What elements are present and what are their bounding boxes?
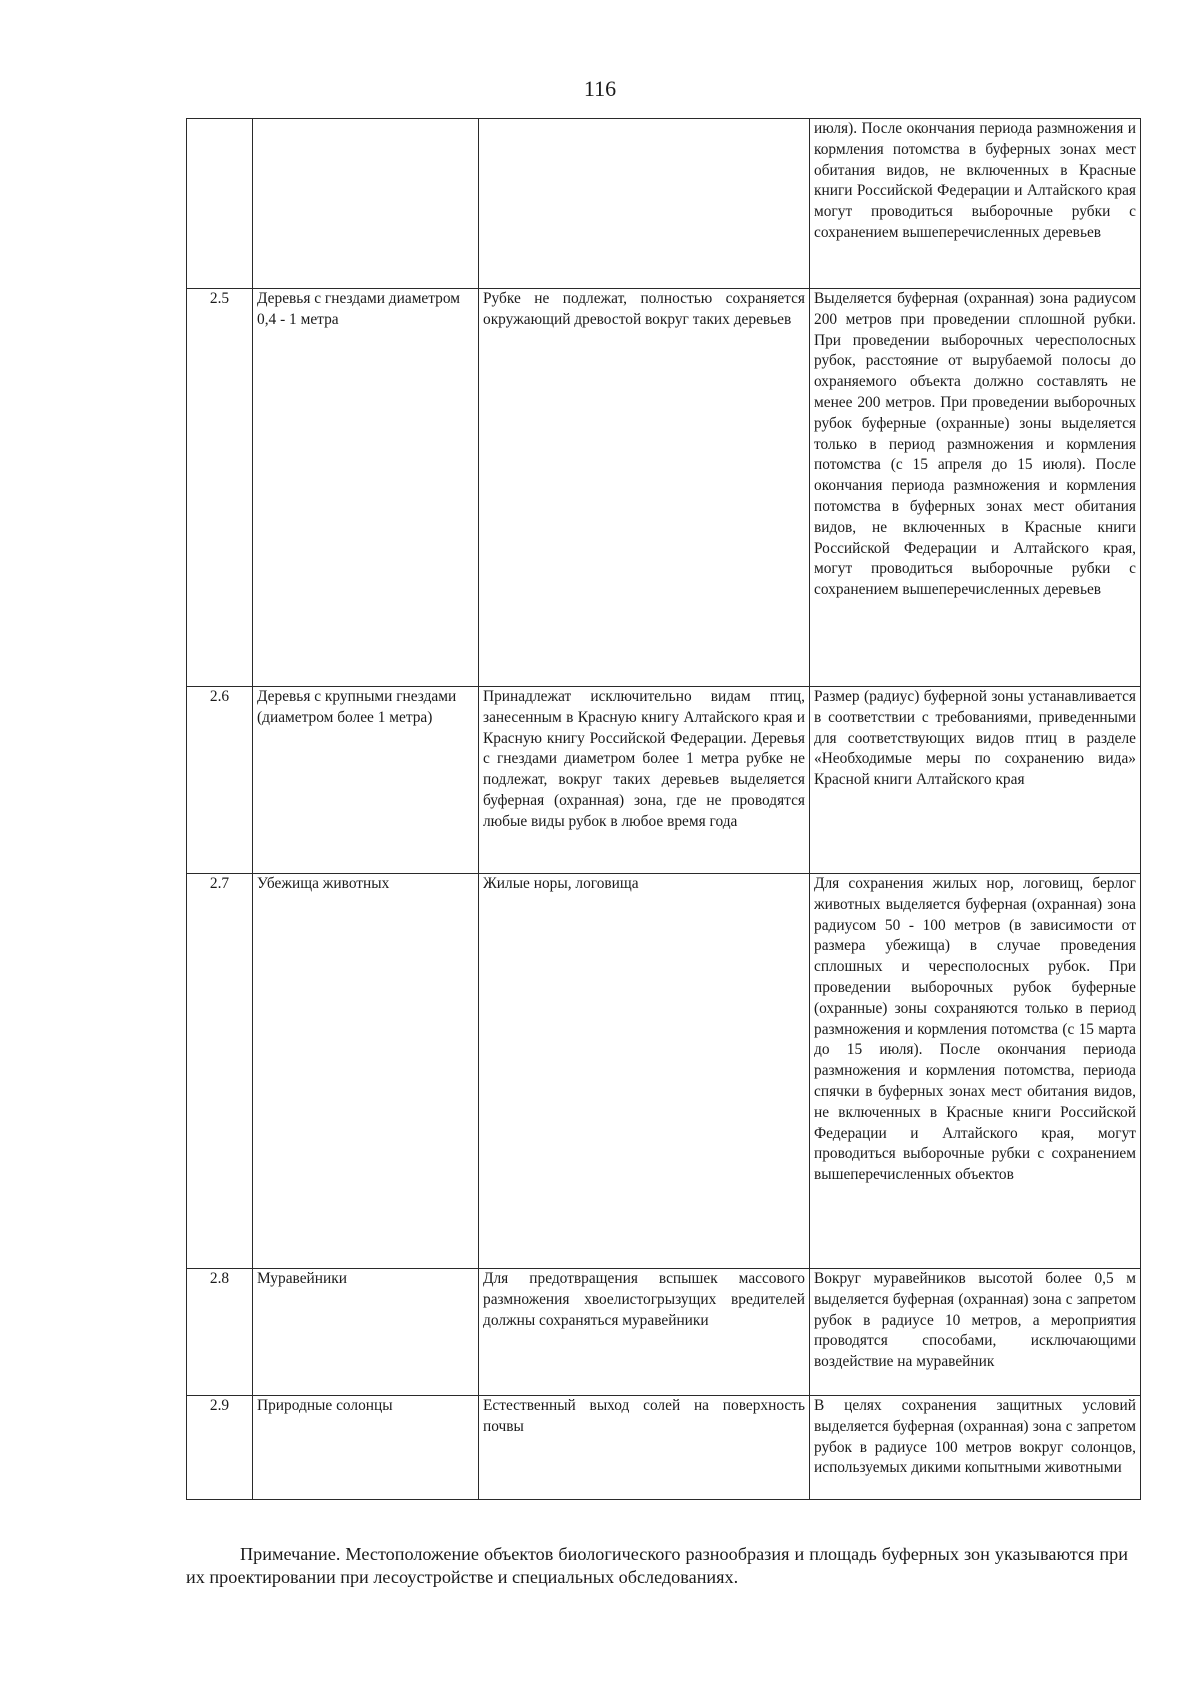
description-cell: Принадлежат исключительно видам птиц, занесенным в Красную книгу Алтайского края и Красную книгу Российской Федерации. Деревья с гнездами диаметром более 1 метра рубке не подлежат, вокруг таких деревьев выделяется буферная (охранная) зона, где не проводятся любые виды рубок в любое время года xyxy=(479,687,810,874)
description-cell: Рубке не подлежат, полностью сохраняется окружающий древостой вокруг таких деревьев xyxy=(479,289,810,687)
table-row-continuation xyxy=(187,119,1141,289)
table-row-2-9 xyxy=(187,1396,1141,1500)
measures-cell: июля). После окончания периода размножения и кормления потомства в буферных зонах мест обитания видов, не включенных в Красные книги Российской Федерации и Алтайского края могут проводиться выборочные рубки с сохранением вышеперечисленных деревьев xyxy=(810,119,1141,289)
object-cell xyxy=(253,119,479,289)
object-cell: Муравейники xyxy=(253,1269,479,1396)
measures-cell: Размер (радиус) буферной зоны устанавливается в соответствии с требованиями, приведенными для соответствующих видов птиц в разделе «Необходимые меры по сохранению вида» Красной книги Алтайского края xyxy=(810,687,1141,874)
page-number: 116 xyxy=(583,76,617,101)
object-cell: Деревья с крупными гнездами (диаметром более 1 метра) xyxy=(253,687,479,874)
measures-cell: Выделяется буферная (охранная) зона радиусом 200 метров при проведении сплошной рубки. При проведении выборочных чересполосных рубок, расстояние от вырубаемой полосы до охраняемого объекта должно составлять не менее 200 метров. При проведении выборочных рубок буферные (охранные) зоны выделяется только в период размножения и кормления потомства (с 15 апреля до 15 июля). После окончания периода размножения и кормления потомства в буферных зонах мест обитания видов, не включенных в Красные книги Российской Федерации и Алтайского края, могут проводиться выборочные рубки с сохранением вышеперечисленных деревьев xyxy=(810,289,1141,687)
row-number: 2.5 xyxy=(187,289,253,687)
footnote: Примечание. Местоположение объектов биологического разнообразия и площадь буферных зон указываются при их проектировании при лесоустройстве и специальных обследованиях. xyxy=(186,1544,1128,1588)
measures-cell: В целях сохранения защитных условий выделяется буферная (охранная) зона с запретом рубок в радиусе 100 метров вокруг солонцов, используемых дикими копытными животными xyxy=(810,1396,1141,1500)
object-cell: Деревья с гнездами диаметром 0,4 - 1 метра xyxy=(253,289,479,687)
row-number xyxy=(187,119,253,289)
row-number: 2.7 xyxy=(187,874,253,1269)
table-row-2-5 xyxy=(187,289,1141,687)
table-row-2-6 xyxy=(187,687,1141,874)
buffer-zones-table xyxy=(186,118,1141,1500)
row-number: 2.8 xyxy=(187,1269,253,1396)
description-cell: Для предотвращения вспышек массового размножения хвоелистогрызущих вредителей должны сохраняться муравейники xyxy=(479,1269,810,1396)
object-cell: Природные солонцы xyxy=(253,1396,479,1500)
description-cell: Естественный выход солей на поверхность почвы xyxy=(479,1396,810,1500)
table-row-2-7 xyxy=(187,874,1141,1269)
measures-cell: Вокруг муравейников высотой более 0,5 м выделяется буферная (охранная) зона с запретом рубок в радиусе 10 метров, а мероприятия проводятся способами, исключающими воздействие на муравейник xyxy=(810,1269,1141,1396)
description-cell: Жилые норы, логовища xyxy=(479,874,810,1269)
measures-cell: Для сохранения жилых нор, логовищ, берлог животных выделяется буферная (охранная) зона радиусом 50 - 100 метров (в зависимости от размера убежища) в случае проведения сплошных и чересполосных рубок. При проведении выборочных рубок буферные (охранные) зоны сохраняются только в период размножения и кормления потомства (с 15 марта до 15 июля). После окончания периода размножения и кормления потомства, периода спячки в буферных зонах мест обитания видов, не включенных в Красные книги Российской Федерации и Алтайского края, могут проводиться выборочные рубки с сохранением вышеперечисленных объектов xyxy=(810,874,1141,1269)
table-row-2-8 xyxy=(187,1269,1141,1396)
description-cell xyxy=(479,119,810,289)
row-number: 2.6 xyxy=(187,687,253,874)
row-number: 2.9 xyxy=(187,1396,253,1500)
object-cell: Убежища животных xyxy=(253,874,479,1269)
